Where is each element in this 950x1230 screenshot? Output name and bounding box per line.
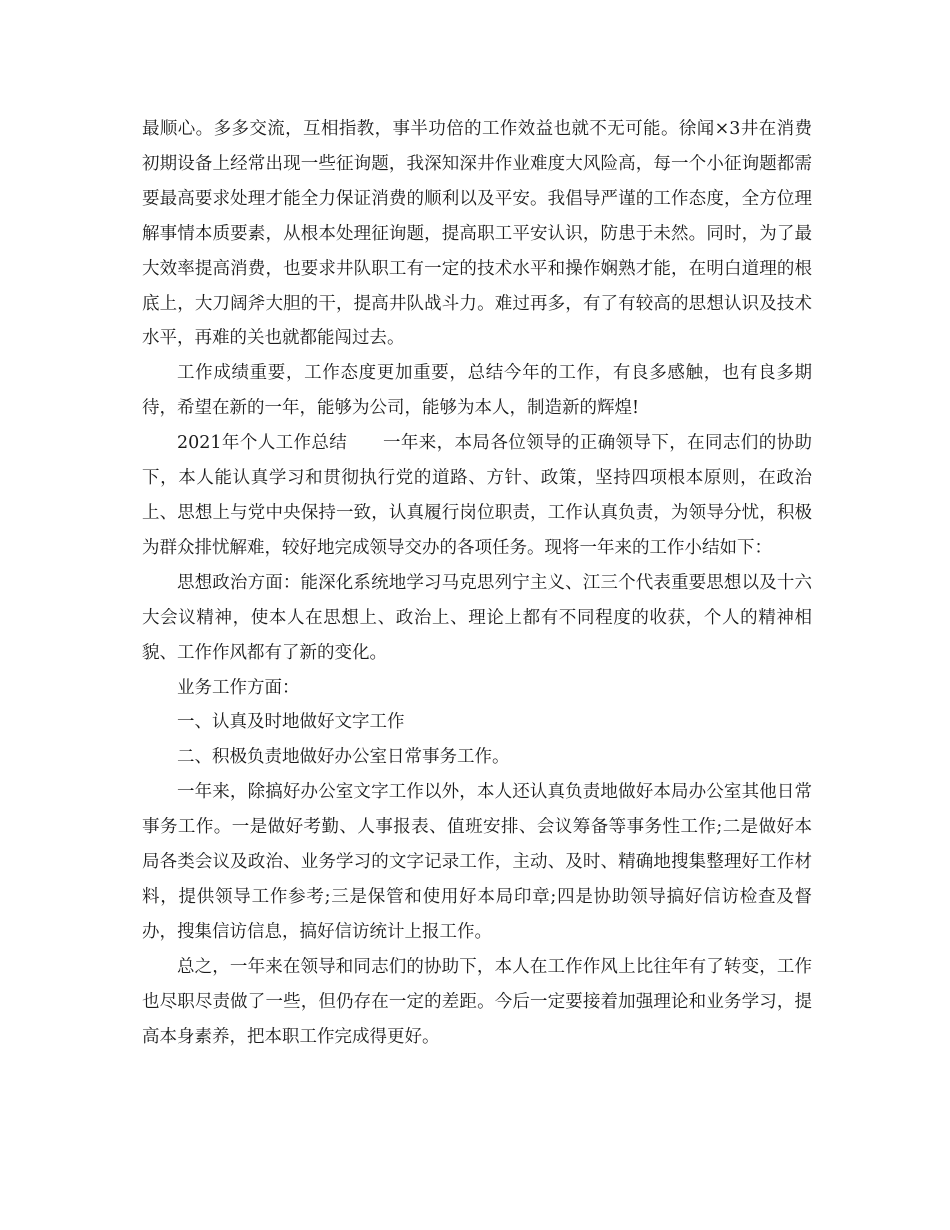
paragraph-item-one: 一、认真及时地做好文字工作: [177, 712, 405, 733]
paragraph-item-two: 二、积极负责地做好办公室日常事务工作。: [177, 747, 510, 768]
paragraph-work-attitude: 工作成绩重要，工作态度更加重要，总结今年的工作，有良多感触，也有良多期待，希望在新的一年，能够为公司，能够为本人，制造新的辉煌!: [142, 363, 812, 419]
paragraph-political-thought: 思想政治方面：能深化系统地学习马克思列宁主义、江三个代表重要思想以及十六大会议精神，使本人在思想上、政治上、理论上都有不同程度的收获，个人的精神相貌、工作作风都有了新的变化。: [142, 572, 812, 663]
paragraph-continuation: 最顺心。多多交流，互相指教，事半功倍的工作效益也就不无可能。徐闻×3井在消费初期设备上经常出现一些征询题，我深知深井作业难度大风险高，每一个小征询题都需要最高要求处理才能全力保证消费的顺利以及平安。我倡导严谨的工作态度，全方位理解事情本质要素，从根本处理征询题，提高职工平安认识，防患于未然。同时，为了最大效率提高消费，也要求井队职工有一定的技术水平和操作娴熟才能，在明白道理的根底上，大刀阔斧大胆的干，提高井队战斗力。难过再多，有了有较高的思想认识及技术水平，再难的关也就都能闯过去。: [142, 119, 812, 349]
paragraph-business-heading: 业务工作方面：: [177, 677, 300, 698]
paragraph-office-work: 一年来，除搞好办公室文字工作以外，本人还认真负责地做好本局办公室其他日常事务工作。一是做好考勤、人事报表、值班安排、会议筹备等事务性工作;二是做好本局各类会议及政治、业务学习的文字记录工作，主动、及时、精确地搜集整理好工作材料，提供领导工作参考;三是保管和使用好本局印章;四是协助领导搞好信访检查及督办，搜集信访信息，搞好信访统计上报工作。: [142, 782, 812, 942]
paragraph-conclusion: 总之，一年来在领导和同志们的协助下，本人在工作作风上比往年有了转变，工作也尽职尽责做了一些，但仍存在一定的差距。今后一定要接着加强理论和业务学习，提高本身素养，把本职工作完成得更好。: [142, 956, 812, 1047]
document-body: [142, 112, 812, 1054]
paragraph-summary-intro: 2021年个人工作总结 一年来，本局各位领导的正确领导下，在同志们的协助下，本人能认真学习和贯彻执行党的道路、方针、政策，坚持四项根本原则，在政治上、思想上与党中央保持一致，认真履行岗位职责，工作认真负责，为领导分忧，积极为群众排忧解难，较好地完成领导交办的各项任务。现将一年来的工作小结如下：: [142, 433, 812, 558]
